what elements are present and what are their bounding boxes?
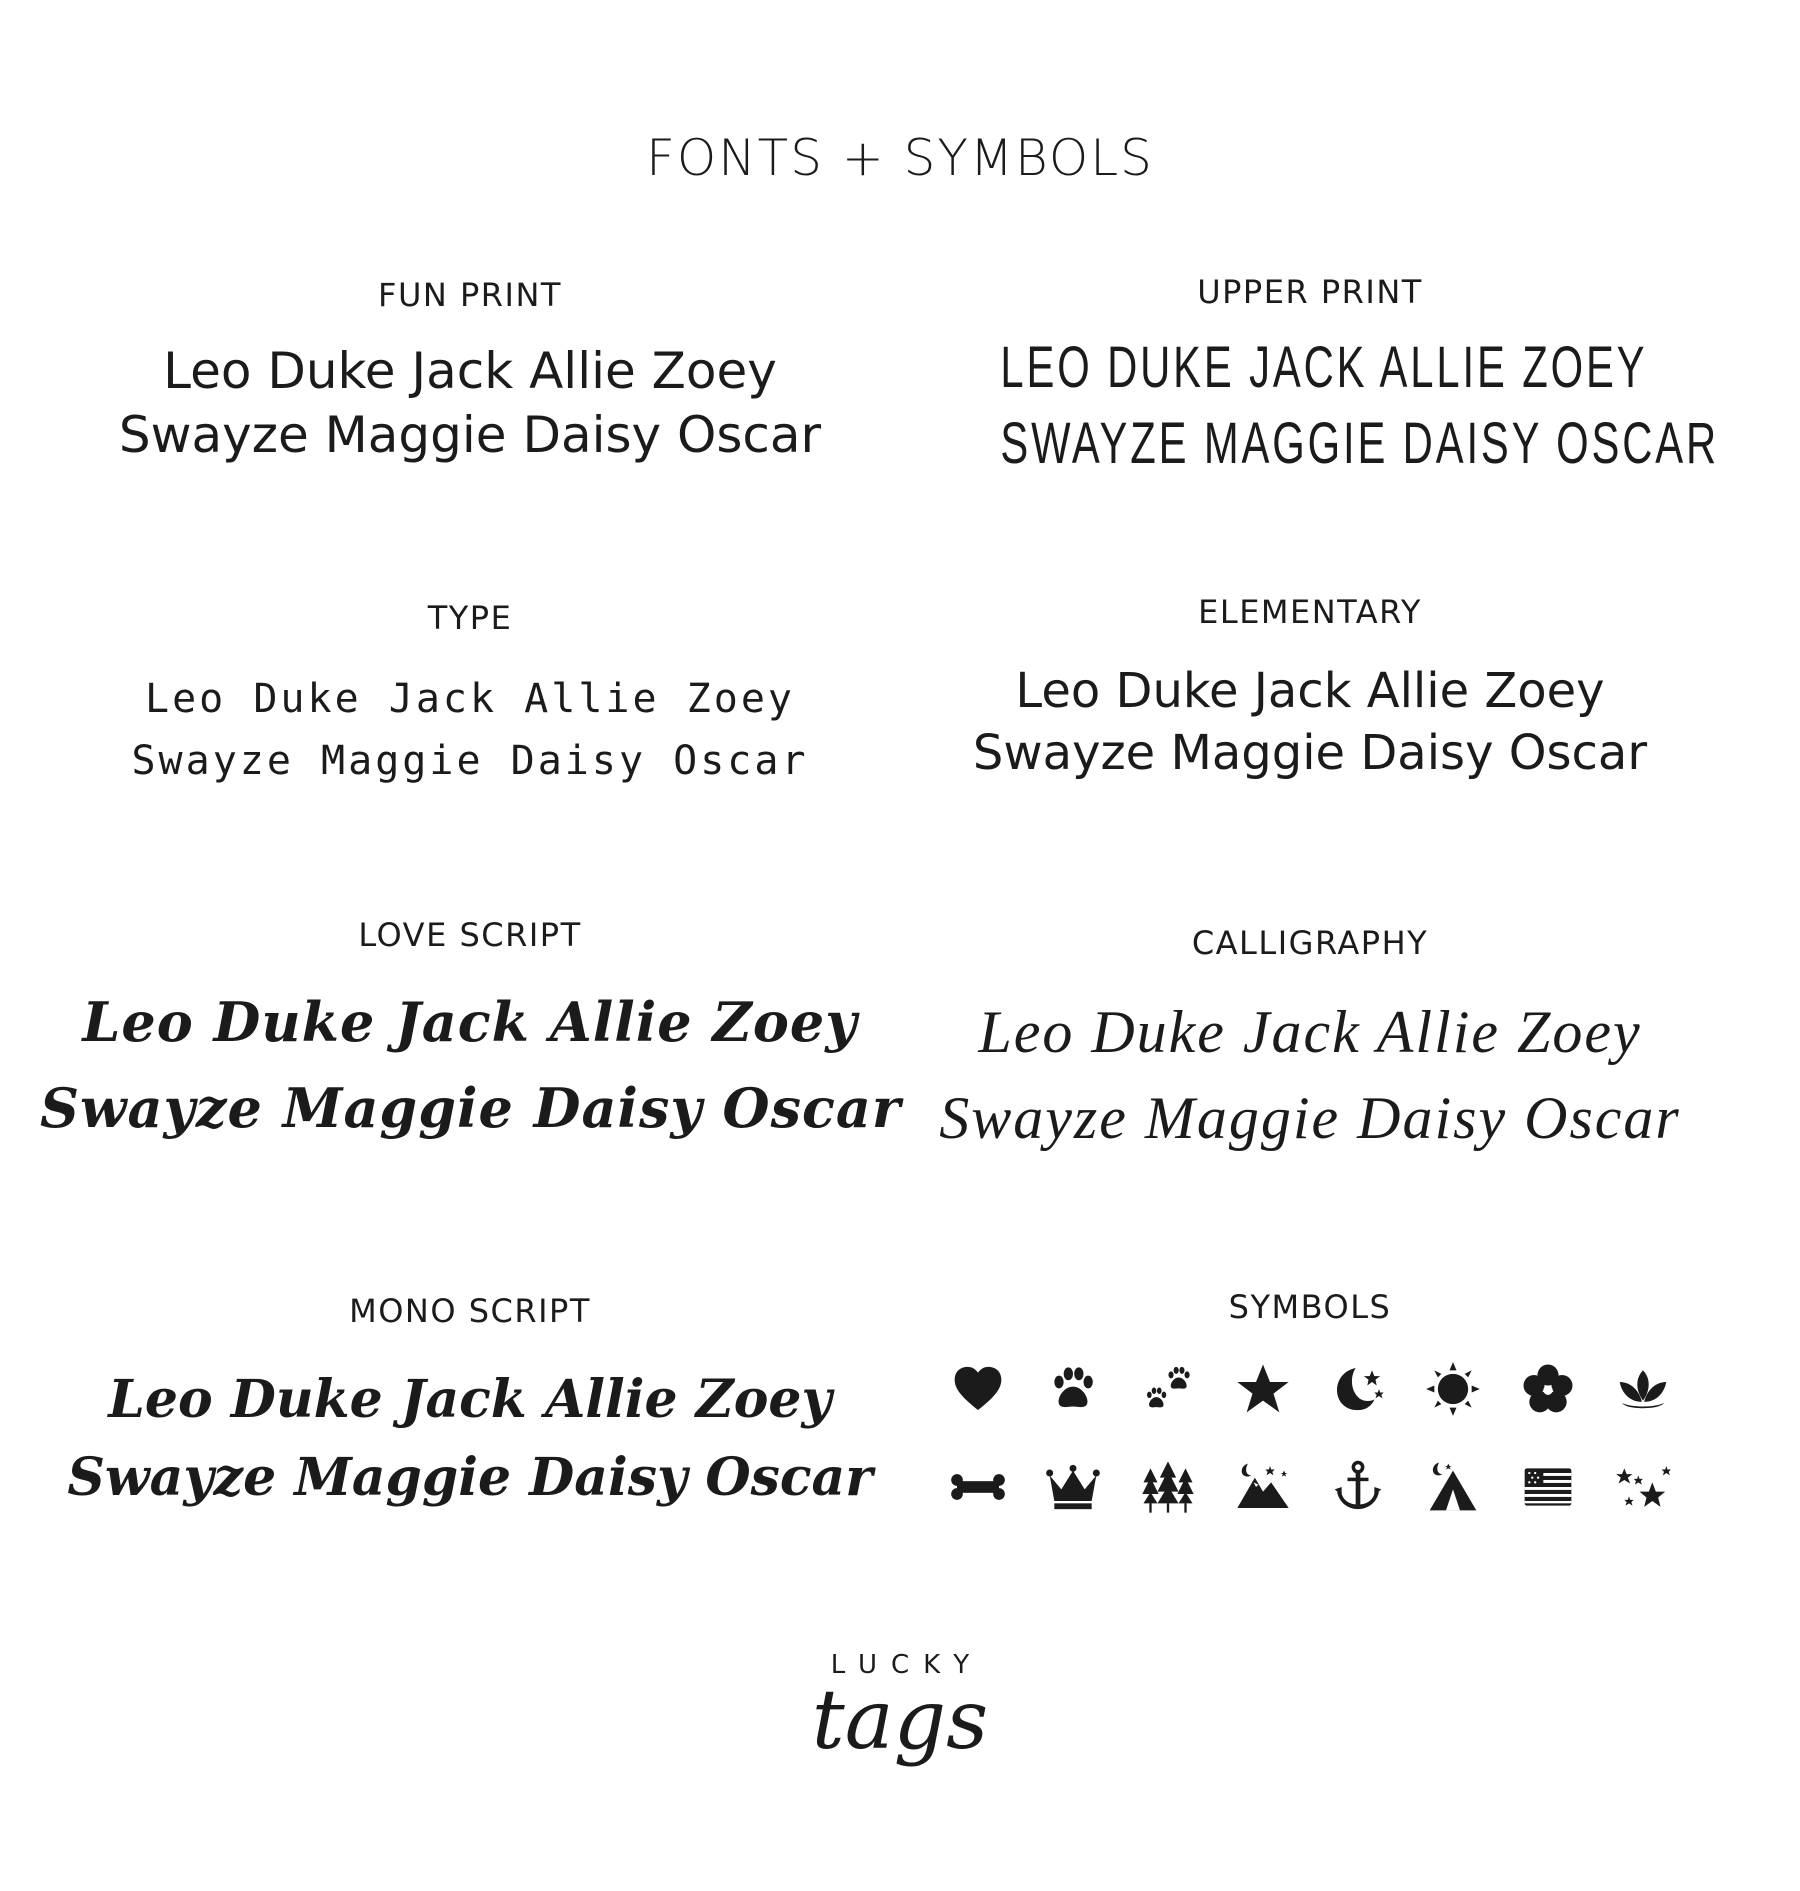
- crown-icon: [1025, 1459, 1120, 1515]
- flag-icon: [1500, 1459, 1595, 1515]
- font-section-calligraphy: [880, 923, 1740, 1161]
- anchor-icon: [1310, 1459, 1405, 1515]
- trees-icon: [1120, 1459, 1215, 1515]
- font-heading-mono-script: MONO SCRIPT: [349, 1292, 591, 1330]
- tent-icon: [1405, 1459, 1500, 1515]
- font-heading-fun-print: FUN PRINT: [378, 276, 562, 314]
- symbols-grid: [880, 1361, 1740, 1515]
- font-section-mono-script: [40, 1291, 900, 1517]
- sun-icon: [1405, 1361, 1500, 1417]
- font-sample-line-2: Swayze Maggie Daisy Oscar: [939, 1085, 1681, 1151]
- font-sample-line-1: LEO DUKE JACK ALLIE ZOEY: [1000, 335, 1648, 400]
- font-sample-line-2: Swayze Maggie Daisy Oscar: [972, 725, 1648, 781]
- font-sample-line-1: Leo Duke Jack Allie Zoey: [82, 990, 858, 1054]
- font-heading-love-script: LOVE SCRIPT: [358, 916, 582, 954]
- symbols-section: [880, 1287, 1740, 1515]
- font-heading-elementary: ELEMENTARY: [1198, 593, 1422, 631]
- lucky-tags-logo: [0, 1650, 1800, 1768]
- font-sample-line-1: Leo Duke Jack Allie Zoey: [1015, 663, 1605, 719]
- stars-icon: [1595, 1459, 1690, 1515]
- font-heading-type: TYPE: [427, 599, 513, 637]
- font-sample-line-1: Leo Duke Jack Allie Zoey: [163, 342, 777, 400]
- font-heading-upper-print: UPPER PRINT: [1197, 273, 1423, 311]
- font-section-upper-print: [880, 272, 1740, 482]
- flower-icon: [1500, 1361, 1595, 1417]
- symbols-heading: SYMBOLS: [1228, 1288, 1392, 1326]
- font-sample-line-1: Leo Duke Jack Allie Zoey: [978, 999, 1642, 1065]
- font-sample-line-1: Leo Duke Jack Allie Zoey: [145, 676, 795, 722]
- font-section-fun-print: [40, 275, 900, 467]
- mountain-icon: [1215, 1459, 1310, 1515]
- moon-stars-icon: [1310, 1361, 1405, 1417]
- font-section-love-script: [40, 915, 900, 1151]
- font-sample-line-2: Swayze Maggie Daisy Oscar: [131, 738, 809, 784]
- font-sample-line-2: Swayze Maggie Daisy Oscar: [118, 406, 822, 464]
- font-section-elementary: [880, 592, 1740, 784]
- font-sample-line-2: Swayze Maggie Daisy Oscar: [40, 1076, 902, 1140]
- heart-icon: [930, 1361, 1025, 1417]
- logo-word-bottom: tags: [811, 1673, 989, 1768]
- font-sample-line-1: Leo Duke Jack Allie Zoey: [108, 1369, 832, 1430]
- font-sample-line-2: Swayze Maggie Daisy Oscar: [67, 1447, 873, 1508]
- font-heading-calligraphy: CALLIGRAPHY: [1191, 924, 1429, 962]
- paw-icon: [1025, 1361, 1120, 1417]
- lotus-icon: [1595, 1361, 1690, 1417]
- star-icon: [1215, 1361, 1310, 1417]
- font-sample-line-2: SWAYZE MAGGIE DAISY OSCAR: [1000, 411, 1720, 476]
- logo-word-top: LUCKY: [830, 1650, 984, 1680]
- font-section-type: [40, 598, 900, 792]
- paw-prints-icon: [1120, 1361, 1215, 1417]
- page-title: FONTS + SYMBOLS: [646, 129, 1154, 187]
- bone-icon: [930, 1459, 1025, 1515]
